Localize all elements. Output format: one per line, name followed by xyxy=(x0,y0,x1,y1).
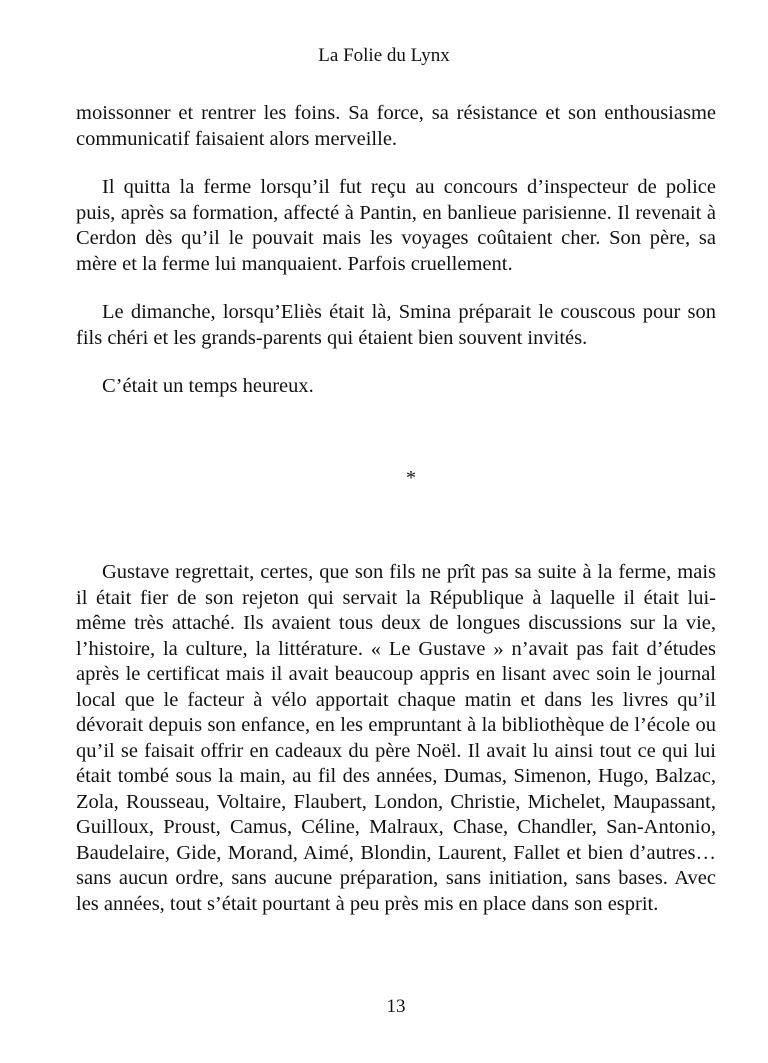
section-separator: * xyxy=(406,467,416,489)
paragraph: Il quitta la ferme lorsqu’il fut reçu au concours d’inspecteur de police puis, après sa formation, affecté à Pantin, en banlieue parisienne. Il revenait à Cerdon dès qu’il le pouvait mais les voyages coûtaient cher. Son père, sa mère et la ferme lui manquaient. Parfois cruellement. xyxy=(76,176,716,275)
paragraph: Le dimanche, lorsqu’Eliès était là, Smina préparait le couscous pour son fils chéri et les grands-parents qui étaient bien souvent invités. xyxy=(76,301,716,349)
text-block-top xyxy=(76,101,716,400)
text-block-bottom xyxy=(76,560,716,917)
running-header: La Folie du Lynx xyxy=(318,45,450,66)
paragraph: moissonner et rentrer les foins. Sa force, sa résistance et son enthousiasme communicatif faisaient alors merveille. xyxy=(76,102,716,150)
paragraph: Gustave regrettait, certes, que son fils ne prît pas sa suite à la ferme, mais il était fier de son rejeton qui servait la République à laquelle il était lui-même très attaché. Ils avaient tous deux de longues discussions sur la vie, l’histoire, la culture, la littérature. « Le Gustave » n’avait pas fait d’études après le certificat mais il avait beaucoup appris en lisant avec soin le journal local que le facteur à vélo apportait chaque matin et dans les livres qu’il dévorait depuis son enfance, en les empruntant à la bibliothèque de l’école ou qu’il se faisait offrir en cadeaux du père Noël. Il avait lu ainsi tout ce qui lui était tombé sous la main, au fil des années, Dumas, Simenon, Hugo, Balzac, Zola, Rousseau, Voltaire, Flaubert, London, Christie, Michelet, Maupassant, Guilloux, Proust, Camus, Céline, Malraux, Chase, Chandler, San-Antonio, Baudelaire, Gide, Morand, Aimé, Blondin, Laurent, Fallet et bien d’autres…sans aucun ordre, sans aucune préparation, sans initiation, sans bases. Avec les années, tout s’était pourtant à peu près mis en place dans son esprit. xyxy=(76,561,716,915)
paragraph: C’était un temps heureux. xyxy=(102,375,314,397)
page-number: 13 xyxy=(386,996,406,1017)
